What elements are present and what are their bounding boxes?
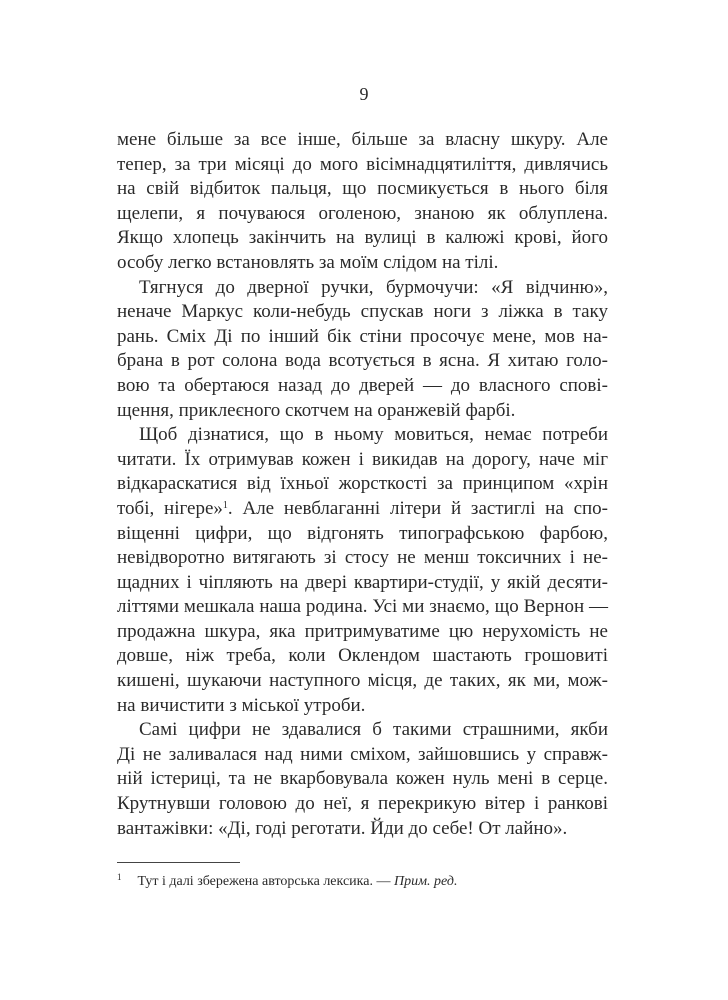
footnote-mark: 1	[117, 872, 122, 882]
text-line: ній істериці, та не вкарбовувала кожен нуль мені в серце.	[117, 768, 608, 790]
text-line: вою та обертаюся назад до дверей — до власного спові-	[117, 374, 608, 396]
footnote-text: Тут і далі збережена авторська лексика. —	[137, 874, 394, 889]
paragraph	[117, 276, 608, 424]
text-line: неначе Маркус коли-небудь спускав ноги з ліжка в таку	[117, 301, 608, 323]
paragraph	[117, 128, 608, 276]
text-line: віщенні цифри, що відгонять типографською фарбою,	[117, 522, 608, 544]
footnote-source: Прим. ред.	[393, 874, 458, 889]
text-line: Щоб дізнатися, що в ньому мовиться, немає потреби	[139, 424, 608, 446]
text-line: на вичистити з міської утроби.	[117, 694, 366, 716]
text-line: кишені, шукаючи наступного місця, де таких, як ми, мож-	[117, 670, 608, 692]
text-line: щення, приклеєного скотчем на оранжевій фарбі.	[117, 399, 516, 421]
text-line: літтями мешкала наша родина. Усі ми знаємо, що Вернон —	[117, 596, 608, 618]
text-line: особу легко встановлять за моїм слідом на тілі.	[117, 251, 499, 273]
text-line: Якщо хлопець закінчить на вулиці в калюжі крові, його	[117, 227, 608, 249]
footnote	[117, 872, 457, 890]
text-line: невідворотно витягають зі стосу не менш токсичних і не-	[117, 547, 608, 569]
text-line: Ді не заливалася над ними сміхом, зайшовшись у справж-	[117, 743, 608, 765]
text-line: продажна шкура, яка притримуватиме цю нерухомість не	[117, 620, 608, 642]
text-line: щадних і чіпляють на двері квартири-студії, у якій десяти-	[117, 571, 608, 593]
text-line: тобі, нігере»$^1$. Але невблаганні літери й застиглі на спо-	[117, 497, 609, 519]
paragraph	[117, 718, 608, 841]
footnote-reference: 1	[222, 499, 228, 511]
text-line: читати. Їх отримував кожен і викидав на дорогу, наче міг	[117, 448, 608, 470]
page-number: 9	[359, 84, 369, 104]
text-line: тепер, за три місяці до мого вісімнадцятиліття, дивлячись	[117, 153, 608, 175]
footnote-divider	[117, 862, 240, 863]
text-line: мене більше за все інше, більше за власну шкуру. Але	[117, 129, 608, 150]
text-line: вантажівки: «Ді, годі реготати. Йди до себе! От лайно».	[117, 817, 568, 839]
text-line: щелепи, я почуваюся оголеною, знаною як облуплена.	[117, 202, 608, 224]
text-line: на свій відбиток пальця, що посмикується в нього біля	[117, 178, 608, 200]
text-line: відкараскатися від їхньої жорсткості за принципом «хрін	[117, 473, 608, 495]
paragraph	[117, 423, 608, 718]
text-line: Тягнуся до дверної ручки, бурмочучи: «Я відчиню»,	[139, 276, 608, 298]
text-line: рань. Сміх Ді по інший бік стіни просочує мене, мов на-	[117, 325, 608, 347]
text-line: Крутнувши головою до неї, я перекрикую вітер і ранкові	[117, 793, 608, 815]
text-line: Самі цифри не здавалися б такими страшними, якби	[139, 719, 608, 741]
body-text	[117, 128, 608, 841]
text-line: довше, ніж треба, коли Оклендом шастають грошовиті	[117, 645, 608, 667]
text-line: брана в рот солона вода всотується в ясна. Я хитаю голо-	[117, 350, 608, 372]
